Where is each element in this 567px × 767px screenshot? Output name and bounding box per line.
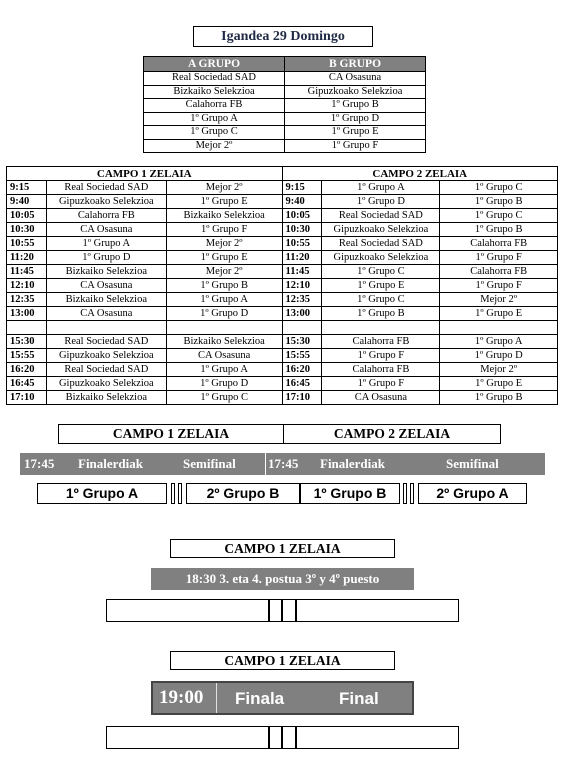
semis-finalerdiak-2: Finalerdiak	[320, 456, 386, 471]
home-team-campo2	[322, 321, 440, 335]
schedule-row	[7, 251, 558, 265]
time-campo1: 9:15	[7, 181, 47, 195]
group-a-cell: Calahorra FB	[144, 99, 285, 113]
time-campo2: 10:55	[282, 237, 322, 251]
schedule-row	[7, 279, 558, 293]
group-b-header: B GRUPO	[285, 57, 426, 72]
away-team-campo1: Mejor 2º	[166, 181, 282, 195]
home-team-campo1: Bizkaiko Selekzioa	[46, 265, 166, 279]
home-team-campo2: Real Sociedad SAD	[322, 237, 440, 251]
time-campo1: 12:10	[7, 279, 47, 293]
schedule-row	[7, 265, 558, 279]
home-team-campo1: Calahorra FB	[46, 209, 166, 223]
schedule-row	[7, 209, 558, 223]
final-finala: Finala	[235, 689, 285, 708]
away-team-campo1	[166, 321, 282, 335]
groups-table	[143, 56, 426, 153]
semis-separator	[171, 483, 175, 504]
home-team-campo2: 1º Grupo A	[322, 181, 440, 195]
away-team-campo2: Calahorra FB	[440, 265, 558, 279]
away-team-campo2: 1º Grupo E	[440, 307, 558, 321]
away-team-campo1: 1º Grupo D	[166, 377, 282, 391]
home-team-campo1: Bizkaiko Selekzioa	[46, 293, 166, 307]
time-campo1: 15:30	[7, 335, 47, 349]
campo1-header: CAMPO 1 ZELAIA	[7, 167, 283, 181]
time-campo2: 11:20	[282, 251, 322, 265]
semis-team-3: 1º Grupo B	[300, 483, 400, 504]
time-campo1: 9:40	[7, 195, 47, 209]
final-bar	[151, 681, 414, 715]
group-a-header: A GRUPO	[144, 57, 285, 72]
home-team-campo2: 1º Grupo B	[322, 307, 440, 321]
time-campo1: 11:20	[7, 251, 47, 265]
home-team-campo2: Calahorra FB	[322, 335, 440, 349]
time-campo1: 11:45	[7, 265, 47, 279]
time-campo2: 16:45	[282, 377, 322, 391]
home-team-campo1: Gipuzkoako Selekzioa	[46, 377, 166, 391]
away-team-campo1: Mejor 2º	[166, 237, 282, 251]
schedule-table	[6, 166, 558, 405]
third-team-box-1	[106, 599, 269, 622]
schedule-row	[7, 377, 558, 391]
time-campo1: 16:45	[7, 377, 47, 391]
time-campo1: 10:05	[7, 209, 47, 223]
semis-semifinal-2: Semifinal	[446, 456, 499, 471]
home-team-campo2: 1º Grupo D	[322, 195, 440, 209]
home-team-campo1: Gipuzkoako Selekzioa	[46, 349, 166, 363]
group-b-cell: 1º Grupo E	[285, 126, 426, 140]
group-row	[144, 85, 426, 99]
schedule-row	[7, 181, 558, 195]
home-team-campo2: 1º Grupo F	[322, 349, 440, 363]
group-b-cell: 1º Grupo B	[285, 99, 426, 113]
group-b-cell: Gipuzkoako Selekzioa	[285, 85, 426, 99]
semis-team-1: 1º Grupo A	[37, 483, 167, 504]
schedule-row	[7, 293, 558, 307]
away-team-campo1: Bizkaiko Selekzioa	[166, 335, 282, 349]
time-campo2: 9:15	[282, 181, 322, 195]
time-campo2	[282, 321, 322, 335]
time-campo1: 12:35	[7, 293, 47, 307]
away-team-campo1: Bizkaiko Selekzioa	[166, 209, 282, 223]
semis-campo2-header: CAMPO 2 ZELAIA	[283, 424, 501, 444]
time-campo1: 15:55	[7, 349, 47, 363]
home-team-campo1: Real Sociedad SAD	[46, 363, 166, 377]
away-team-campo2: 1º Grupo C	[440, 209, 558, 223]
schedule-row	[7, 335, 558, 349]
home-team-campo1: 1º Grupo D	[46, 251, 166, 265]
away-team-campo2: 1º Grupo C	[440, 181, 558, 195]
home-team-campo1: Real Sociedad SAD	[46, 335, 166, 349]
final-time: 19:00	[159, 687, 204, 708]
home-team-campo1: Real Sociedad SAD	[46, 181, 166, 195]
group-a-cell: Bizkaiko Selekzioa	[144, 85, 285, 99]
group-b-cell: 1º Grupo D	[285, 112, 426, 126]
group-b-cell: CA Osasuna	[285, 72, 426, 86]
final-separator	[269, 726, 282, 749]
time-campo1	[7, 321, 47, 335]
final-final: Final	[339, 689, 379, 708]
third-place-bar: 18:30 3. eta 4. postua 3º y 4º puesto	[151, 568, 414, 590]
away-team-campo2: 1º Grupo F	[440, 251, 558, 265]
away-team-campo2: 1º Grupo F	[440, 279, 558, 293]
time-campo2: 10:05	[282, 209, 322, 223]
home-team-campo1: CA Osasuna	[46, 223, 166, 237]
group-row	[144, 126, 426, 140]
semis-campo1-header: CAMPO 1 ZELAIA	[58, 424, 284, 444]
semis-divider	[265, 453, 266, 475]
time-campo1: 13:00	[7, 307, 47, 321]
schedule-row	[7, 307, 558, 321]
away-team-campo1: CA Osasuna	[166, 349, 282, 363]
home-team-campo2: Calahorra FB	[322, 363, 440, 377]
time-campo2: 12:35	[282, 293, 322, 307]
home-team-campo2: 1º Grupo E	[322, 279, 440, 293]
away-team-campo2: 1º Grupo A	[440, 335, 558, 349]
semis-separator	[178, 483, 182, 504]
campo2-header: CAMPO 2 ZELAIA	[282, 167, 557, 181]
home-team-campo1: Gipuzkoako Selekzioa	[46, 195, 166, 209]
away-team-campo2: 1º Grupo B	[440, 195, 558, 209]
time-campo2: 13:00	[282, 307, 322, 321]
third-separator	[269, 599, 282, 622]
home-team-campo2: CA Osasuna	[322, 391, 440, 405]
time-campo2: 12:10	[282, 279, 322, 293]
semis-team-4: 2º Grupo A	[418, 483, 527, 504]
semis-time-2: 17:45	[268, 456, 299, 471]
schedule-row	[7, 349, 558, 363]
away-team-campo1: Mejor 2º	[166, 265, 282, 279]
away-team-campo1: 1º Grupo D	[166, 307, 282, 321]
home-team-campo2: 1º Grupo C	[322, 265, 440, 279]
semis-separator	[410, 483, 414, 504]
semis-team-2: 2º Grupo B	[186, 483, 300, 504]
away-team-campo2: Mejor 2º	[440, 293, 558, 307]
semis-separator	[403, 483, 407, 504]
final-team-box-2	[296, 726, 459, 749]
time-campo2: 15:30	[282, 335, 322, 349]
away-team-campo1: 1º Grupo E	[166, 251, 282, 265]
group-a-cell: Real Sociedad SAD	[144, 72, 285, 86]
schedule-row	[7, 321, 558, 335]
schedule-row	[7, 223, 558, 237]
semifinal-bar	[20, 453, 545, 475]
page-title: Igandea 29 Domingo	[193, 26, 373, 47]
group-b-cell: 1º Grupo F	[285, 139, 426, 153]
group-row	[144, 139, 426, 153]
group-a-cell: 1º Grupo C	[144, 126, 285, 140]
semis-time-1: 17:45	[24, 456, 55, 471]
away-team-campo2: 1º Grupo E	[440, 377, 558, 391]
final-campo-header: CAMPO 1 ZELAIA	[170, 651, 395, 670]
third-team-box-2	[296, 599, 459, 622]
time-campo2: 17:10	[282, 391, 322, 405]
away-team-campo1: 1º Grupo A	[166, 293, 282, 307]
away-team-campo1: 1º Grupo B	[166, 279, 282, 293]
final-divider	[216, 683, 217, 713]
schedule-row	[7, 195, 558, 209]
time-campo2: 15:55	[282, 349, 322, 363]
schedule-row	[7, 363, 558, 377]
third-campo-header: CAMPO 1 ZELAIA	[170, 539, 395, 558]
home-team-campo1	[46, 321, 166, 335]
home-team-campo2: Real Sociedad SAD	[322, 209, 440, 223]
time-campo1: 10:55	[7, 237, 47, 251]
away-team-campo2: 1º Grupo D	[440, 349, 558, 363]
home-team-campo1: CA Osasuna	[46, 279, 166, 293]
final-separator	[282, 726, 296, 749]
away-team-campo1: 1º Grupo F	[166, 223, 282, 237]
home-team-campo1: Bizkaiko Selekzioa	[46, 391, 166, 405]
home-team-campo1: 1º Grupo A	[46, 237, 166, 251]
home-team-campo2: 1º Grupo C	[322, 293, 440, 307]
schedule-row	[7, 391, 558, 405]
schedule-row	[7, 237, 558, 251]
group-a-cell: 1º Grupo A	[144, 112, 285, 126]
third-separator	[282, 599, 296, 622]
away-team-campo2: 1º Grupo B	[440, 223, 558, 237]
time-campo2: 16:20	[282, 363, 322, 377]
time-campo1: 16:20	[7, 363, 47, 377]
time-campo1: 10:30	[7, 223, 47, 237]
time-campo2: 9:40	[282, 195, 322, 209]
home-team-campo2: Gipuzkoako Selekzioa	[322, 251, 440, 265]
group-row	[144, 72, 426, 86]
away-team-campo2: Calahorra FB	[440, 237, 558, 251]
home-team-campo2: Gipuzkoako Selekzioa	[322, 223, 440, 237]
home-team-campo2: 1º Grupo F	[322, 377, 440, 391]
semis-finalerdiak-1: Finalerdiak	[78, 456, 144, 471]
away-team-campo1: 1º Grupo E	[166, 195, 282, 209]
away-team-campo1: 1º Grupo A	[166, 363, 282, 377]
time-campo2: 11:45	[282, 265, 322, 279]
away-team-campo2	[440, 321, 558, 335]
time-campo2: 10:30	[282, 223, 322, 237]
group-a-cell: Mejor 2º	[144, 139, 285, 153]
away-team-campo2: Mejor 2º	[440, 363, 558, 377]
group-row	[144, 112, 426, 126]
group-row	[144, 99, 426, 113]
away-team-campo1: 1º Grupo C	[166, 391, 282, 405]
away-team-campo2: 1º Grupo B	[440, 391, 558, 405]
time-campo1: 17:10	[7, 391, 47, 405]
semis-semifinal-1: Semifinal	[183, 456, 236, 471]
home-team-campo1: CA Osasuna	[46, 307, 166, 321]
final-team-box-1	[106, 726, 269, 749]
